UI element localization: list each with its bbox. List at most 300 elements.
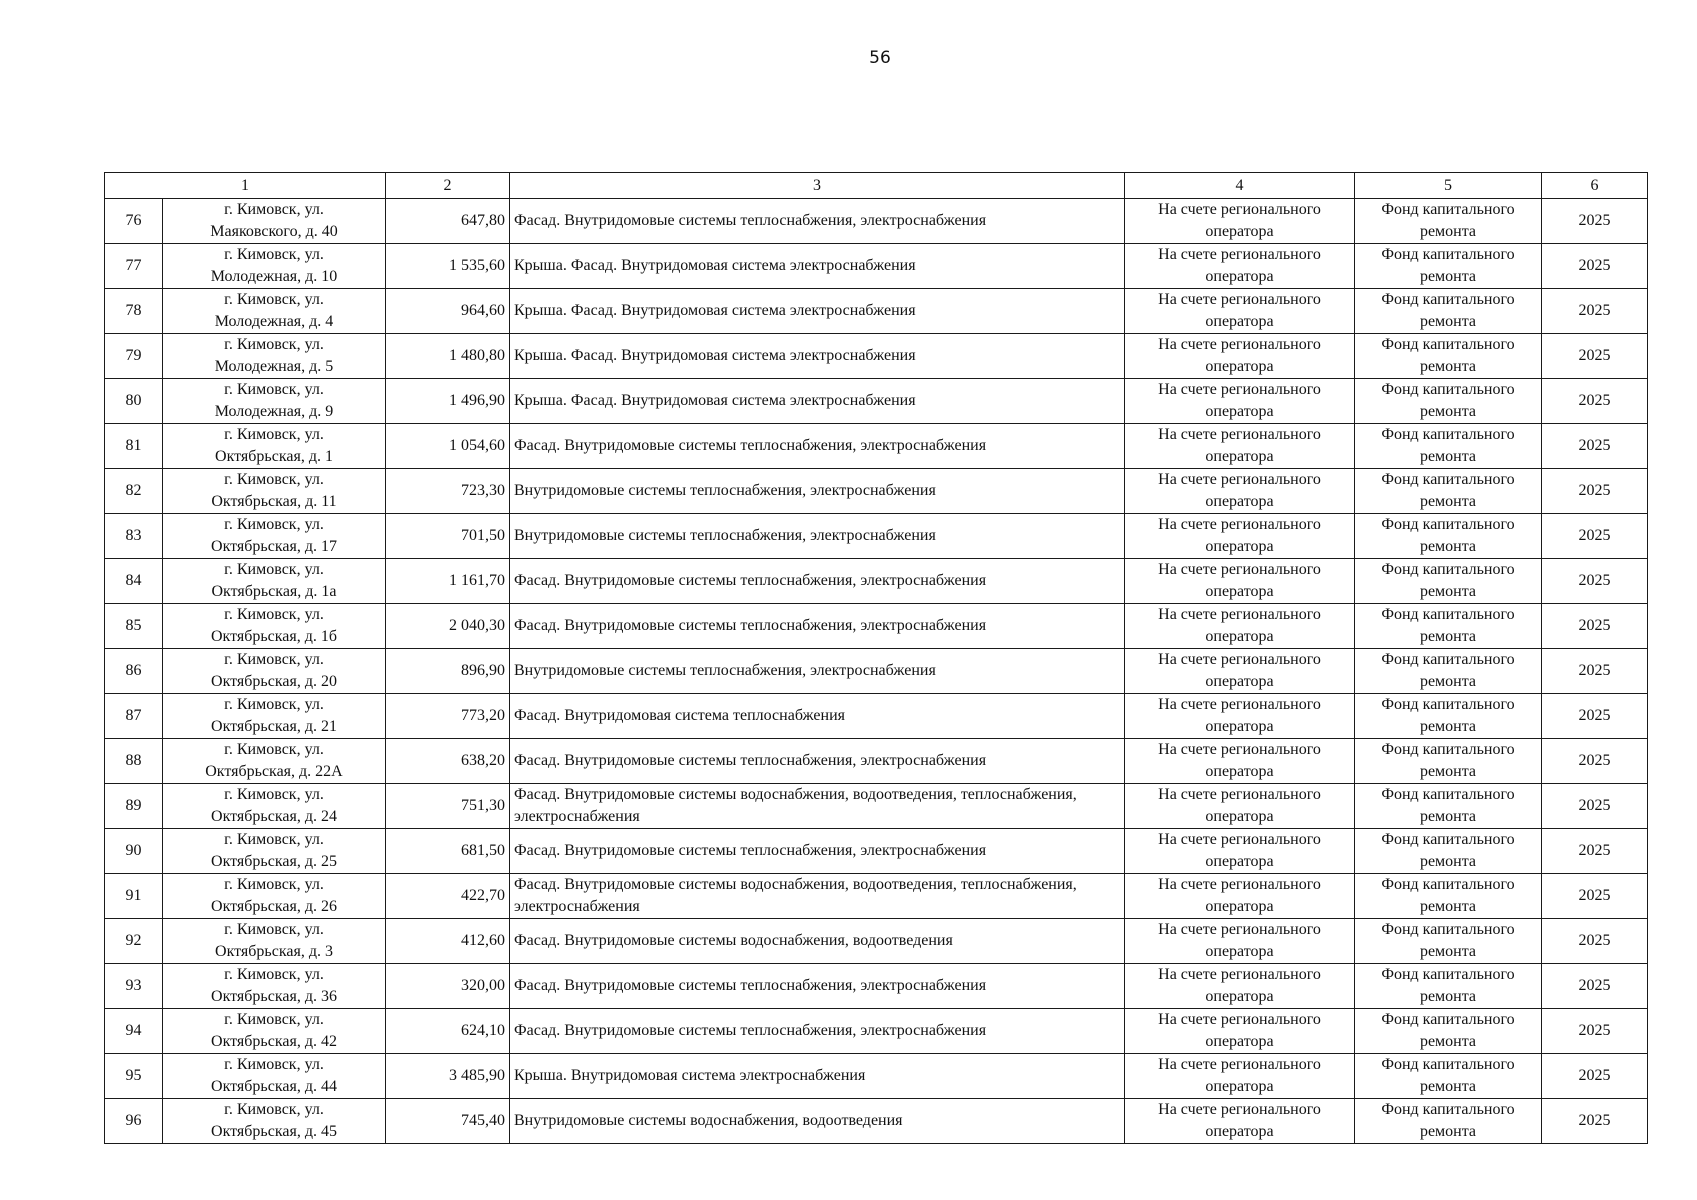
table-row	[105, 244, 1648, 289]
funding-line-1: Фонд капитального	[1381, 516, 1515, 533]
account-line-2: оператора	[1205, 358, 1274, 375]
address-line-city: г. Кимовск, ул.	[224, 1056, 324, 1073]
address-line-city: г. Кимовск, ул.	[224, 561, 324, 578]
address-line-city: г. Кимовск, ул.	[224, 606, 324, 623]
area-cell: 751,30	[386, 784, 510, 829]
work-types-cell: Фасад. Внутридомовые системы теплоснабжения, электроснабжения	[510, 964, 1125, 1009]
table-row	[105, 829, 1648, 874]
address-line-street: Молодежная, д. 9	[214, 403, 334, 420]
funding-line-2: ремонта	[1419, 448, 1477, 465]
area-cell: 3 485,90	[386, 1054, 510, 1099]
row-number-cell: 87	[105, 694, 163, 739]
funding-line-1: Фонд капитального	[1381, 1011, 1515, 1028]
address-cell	[163, 379, 386, 424]
address-cell	[163, 289, 386, 334]
account-line-1: На счете регионального	[1158, 921, 1321, 938]
funding-line-2: ремонта	[1419, 358, 1477, 375]
year-cell: 2025	[1542, 334, 1648, 379]
work-types-cell: Фасад. Внутридомовые системы теплоснабжения, электроснабжения	[510, 559, 1125, 604]
address-line-city: г. Кимовск, ул.	[224, 876, 324, 893]
funding-line-1: Фонд капитального	[1381, 246, 1515, 263]
area-cell: 745,40	[386, 1099, 510, 1144]
account-cell	[1125, 919, 1355, 964]
year-cell: 2025	[1542, 514, 1648, 559]
account-line-1: На счете регионального	[1158, 966, 1321, 983]
row-number-cell: 84	[105, 559, 163, 604]
address-cell	[163, 874, 386, 919]
column-number-header-row	[105, 173, 1648, 199]
row-number-cell: 94	[105, 1009, 163, 1054]
year-cell: 2025	[1542, 784, 1648, 829]
funding-source-cell	[1355, 244, 1542, 289]
address-line-city: г. Кимовск, ул.	[224, 291, 324, 308]
table-row	[105, 694, 1648, 739]
account-line-2: оператора	[1205, 268, 1274, 285]
funding-source-cell	[1355, 514, 1542, 559]
year-cell: 2025	[1542, 289, 1648, 334]
table-row	[105, 379, 1648, 424]
address-line-street: Маяковского, д. 40	[210, 223, 338, 240]
address-line-street: Молодежная, д. 5	[214, 358, 334, 375]
account-line-1: На счете регионального	[1158, 336, 1321, 353]
funding-source-cell	[1355, 739, 1542, 784]
address-line-city: г. Кимовск, ул.	[224, 786, 324, 803]
work-types-cell: Внутридомовые системы теплоснабжения, электроснабжения	[510, 469, 1125, 514]
area-cell: 320,00	[386, 964, 510, 1009]
address-cell	[163, 694, 386, 739]
account-line-2: оператора	[1205, 853, 1274, 870]
address-line-street: Октябрьская, д. 3	[215, 943, 333, 960]
area-cell: 964,60	[386, 289, 510, 334]
header-col-6: 6	[1542, 173, 1648, 199]
row-number-cell: 91	[105, 874, 163, 919]
address-cell	[163, 424, 386, 469]
account-line-2: оператора	[1205, 898, 1274, 915]
row-number-cell: 82	[105, 469, 163, 514]
account-cell	[1125, 334, 1355, 379]
work-types-cell: Внутридомовые системы теплоснабжения, электроснабжения	[510, 649, 1125, 694]
work-types-cell: Крыша. Фасад. Внутридомовая система электроснабжения	[510, 334, 1125, 379]
account-line-2: оператора	[1205, 1123, 1274, 1140]
work-types-cell: Внутридомовые системы теплоснабжения, электроснабжения	[510, 514, 1125, 559]
address-cell	[163, 559, 386, 604]
work-types-cell: Фасад. Внутридомовые системы теплоснабжения, электроснабжения	[510, 1009, 1125, 1054]
address-line-street: Октябрьская, д. 1а	[211, 583, 337, 600]
funding-line-1: Фонд капитального	[1381, 471, 1515, 488]
account-line-2: оператора	[1205, 718, 1274, 735]
address-line-street: Октябрьская, д. 20	[211, 673, 337, 690]
area-cell: 1 480,80	[386, 334, 510, 379]
account-line-1: На счете регионального	[1158, 651, 1321, 668]
row-number-cell: 78	[105, 289, 163, 334]
table-row	[105, 784, 1648, 829]
table-row	[105, 199, 1648, 244]
address-line-street: Октябрьская, д. 11	[211, 493, 337, 510]
account-cell	[1125, 244, 1355, 289]
table-row	[105, 739, 1648, 784]
address-line-city: г. Кимовск, ул.	[224, 1101, 324, 1118]
funding-source-cell	[1355, 874, 1542, 919]
account-line-1: На счете регионального	[1158, 561, 1321, 578]
account-line-2: оператора	[1205, 313, 1274, 330]
table-row	[105, 874, 1648, 919]
funding-line-2: ремонта	[1419, 268, 1477, 285]
area-cell: 1 054,60	[386, 424, 510, 469]
row-number-cell: 83	[105, 514, 163, 559]
account-cell	[1125, 874, 1355, 919]
address-cell	[163, 199, 386, 244]
year-cell: 2025	[1542, 964, 1648, 1009]
table-row	[105, 964, 1648, 1009]
funding-line-2: ремонта	[1419, 943, 1477, 960]
account-line-2: оператора	[1205, 628, 1274, 645]
account-line-1: На счете регионального	[1158, 201, 1321, 218]
area-cell: 773,20	[386, 694, 510, 739]
funding-line-2: ремонта	[1419, 1123, 1477, 1140]
funding-line-2: ремонта	[1419, 223, 1477, 240]
area-cell: 624,10	[386, 1009, 510, 1054]
area-cell: 896,90	[386, 649, 510, 694]
account-cell	[1125, 829, 1355, 874]
work-types-cell: Фасад. Внутридомовые системы водоснабжения, водоотведения	[510, 919, 1125, 964]
account-line-2: оператора	[1205, 673, 1274, 690]
funding-line-2: ремонта	[1419, 988, 1477, 1005]
funding-line-2: ремонта	[1419, 403, 1477, 420]
address-line-city: г. Кимовск, ул.	[224, 741, 324, 758]
account-line-2: оператора	[1205, 988, 1274, 1005]
account-cell	[1125, 289, 1355, 334]
header-col-2: 2	[386, 173, 510, 199]
account-line-2: оператора	[1205, 493, 1274, 510]
work-types-cell: Крыша. Внутридомовая система электроснабжения	[510, 1054, 1125, 1099]
row-number-cell: 79	[105, 334, 163, 379]
account-cell	[1125, 1054, 1355, 1099]
table-row	[105, 334, 1648, 379]
account-line-2: оператора	[1205, 583, 1274, 600]
address-line-city: г. Кимовск, ул.	[224, 336, 324, 353]
address-line-street: Молодежная, д. 10	[210, 268, 338, 285]
header-col-3: 3	[510, 173, 1125, 199]
area-cell: 2 040,30	[386, 604, 510, 649]
account-line-2: оператора	[1205, 1033, 1274, 1050]
address-line-city: г. Кимовск, ул.	[224, 471, 324, 488]
account-cell	[1125, 1099, 1355, 1144]
address-cell	[163, 829, 386, 874]
year-cell: 2025	[1542, 874, 1648, 919]
funding-line-1: Фонд капитального	[1381, 561, 1515, 578]
funding-line-1: Фонд капитального	[1381, 696, 1515, 713]
area-cell: 638,20	[386, 739, 510, 784]
address-cell	[163, 334, 386, 379]
funding-line-1: Фонд капитального	[1381, 606, 1515, 623]
header-col-4: 4	[1125, 173, 1355, 199]
address-cell	[163, 919, 386, 964]
address-line-street: Октябрьская, д. 22А	[205, 763, 343, 780]
address-line-street: Октябрьская, д. 1	[215, 448, 333, 465]
year-cell: 2025	[1542, 559, 1648, 604]
header-col-1: 1	[105, 173, 386, 199]
year-cell: 2025	[1542, 469, 1648, 514]
year-cell: 2025	[1542, 829, 1648, 874]
work-types-cell: Внутридомовые системы водоснабжения, водоотведения	[510, 1099, 1125, 1144]
table-row	[105, 1009, 1648, 1054]
header-col-5: 5	[1355, 173, 1542, 199]
row-number-cell: 81	[105, 424, 163, 469]
address-line-city: г. Кимовск, ул.	[224, 831, 324, 848]
area-cell: 701,50	[386, 514, 510, 559]
year-cell: 2025	[1542, 919, 1648, 964]
funding-source-cell	[1355, 289, 1542, 334]
account-cell	[1125, 964, 1355, 1009]
funding-line-1: Фонд капитального	[1381, 381, 1515, 398]
area-cell: 412,60	[386, 919, 510, 964]
funding-source-cell	[1355, 469, 1542, 514]
row-number-cell: 80	[105, 379, 163, 424]
address-cell	[163, 1099, 386, 1144]
area-cell: 1 535,60	[386, 244, 510, 289]
capital-repair-table	[104, 172, 1648, 1144]
row-number-cell: 76	[105, 199, 163, 244]
account-line-1: На счете регионального	[1158, 291, 1321, 308]
address-cell	[163, 604, 386, 649]
area-cell: 647,80	[386, 199, 510, 244]
account-line-1: На счете регионального	[1158, 471, 1321, 488]
address-line-city: г. Кимовск, ул.	[224, 426, 324, 443]
table-row	[105, 559, 1648, 604]
account-cell	[1125, 649, 1355, 694]
account-line-2: оператора	[1205, 808, 1274, 825]
funding-source-cell	[1355, 334, 1542, 379]
work-types-cell: Фасад. Внутридомовые системы теплоснабжения, электроснабжения	[510, 199, 1125, 244]
work-types-cell: Фасад. Внутридомовые системы водоснабжения, водоотведения, теплоснабжения, электроснабжения	[510, 874, 1125, 919]
table-row	[105, 424, 1648, 469]
account-line-1: На счете регионального	[1158, 831, 1321, 848]
account-line-1: На счете регионального	[1158, 786, 1321, 803]
address-line-street: Октябрьская, д. 1б	[210, 628, 338, 645]
account-cell	[1125, 1009, 1355, 1054]
funding-line-2: ремонта	[1419, 1033, 1477, 1050]
funding-line-2: ремонта	[1419, 763, 1477, 780]
funding-source-cell	[1355, 829, 1542, 874]
funding-line-2: ремонта	[1419, 673, 1477, 690]
table-row	[105, 919, 1648, 964]
row-number-cell: 77	[105, 244, 163, 289]
funding-source-cell	[1355, 1009, 1542, 1054]
table-row	[105, 469, 1648, 514]
account-cell	[1125, 424, 1355, 469]
address-line-city: г. Кимовск, ул.	[224, 1011, 324, 1028]
row-number-cell: 96	[105, 1099, 163, 1144]
row-number-cell: 86	[105, 649, 163, 694]
address-cell	[163, 244, 386, 289]
address-cell	[163, 964, 386, 1009]
table-row	[105, 1054, 1648, 1099]
year-cell: 2025	[1542, 424, 1648, 469]
funding-source-cell	[1355, 1054, 1542, 1099]
funding-line-1: Фонд капитального	[1381, 291, 1515, 308]
work-types-cell: Фасад. Внутридомовые системы теплоснабжения, электроснабжения	[510, 604, 1125, 649]
account-cell	[1125, 604, 1355, 649]
address-line-street: Октябрьская, д. 26	[211, 898, 337, 915]
table-row	[105, 604, 1648, 649]
funding-line-1: Фонд капитального	[1381, 201, 1515, 218]
address-cell	[163, 514, 386, 559]
address-line-street: Октябрьская, д. 24	[211, 808, 337, 825]
address-cell	[163, 784, 386, 829]
account-line-1: На счете регионального	[1158, 1056, 1321, 1073]
account-line-1: На счете регионального	[1158, 1011, 1321, 1028]
account-line-2: оператора	[1205, 448, 1274, 465]
year-cell: 2025	[1542, 199, 1648, 244]
address-cell	[163, 1009, 386, 1054]
account-cell	[1125, 514, 1355, 559]
account-line-2: оператора	[1205, 763, 1274, 780]
year-cell: 2025	[1542, 1099, 1648, 1144]
funding-line-2: ремонта	[1419, 718, 1477, 735]
year-cell: 2025	[1542, 244, 1648, 289]
account-cell	[1125, 694, 1355, 739]
row-number-cell: 88	[105, 739, 163, 784]
year-cell: 2025	[1542, 739, 1648, 784]
page-number: 56	[869, 48, 891, 68]
area-cell: 422,70	[386, 874, 510, 919]
address-cell	[163, 469, 386, 514]
table-row	[105, 514, 1648, 559]
area-cell: 681,50	[386, 829, 510, 874]
area-cell: 723,30	[386, 469, 510, 514]
funding-line-1: Фонд капитального	[1381, 831, 1515, 848]
funding-source-cell	[1355, 1099, 1542, 1144]
year-cell: 2025	[1542, 1054, 1648, 1099]
work-types-cell: Крыша. Фасад. Внутридомовая система электроснабжения	[510, 289, 1125, 334]
year-cell: 2025	[1542, 649, 1648, 694]
account-cell	[1125, 784, 1355, 829]
table-row	[105, 649, 1648, 694]
area-cell: 1 496,90	[386, 379, 510, 424]
year-cell: 2025	[1542, 694, 1648, 739]
account-line-1: На счете регионального	[1158, 876, 1321, 893]
row-number-cell: 90	[105, 829, 163, 874]
work-types-cell: Крыша. Фасад. Внутридомовая система электроснабжения	[510, 379, 1125, 424]
funding-line-1: Фонд капитального	[1381, 1056, 1515, 1073]
work-types-cell: Крыша. Фасад. Внутридомовая система электроснабжения	[510, 244, 1125, 289]
address-cell	[163, 1054, 386, 1099]
address-line-street: Октябрьская, д. 36	[211, 988, 337, 1005]
account-line-1: На счете регионального	[1158, 696, 1321, 713]
account-cell	[1125, 559, 1355, 604]
account-cell	[1125, 469, 1355, 514]
account-line-1: На счете регионального	[1158, 381, 1321, 398]
funding-line-1: Фонд капитального	[1381, 1101, 1515, 1118]
row-number-cell: 92	[105, 919, 163, 964]
address-line-city: г. Кимовск, ул.	[224, 516, 324, 533]
funding-line-2: ремонта	[1419, 853, 1477, 870]
funding-source-cell	[1355, 379, 1542, 424]
year-cell: 2025	[1542, 379, 1648, 424]
address-line-city: г. Кимовск, ул.	[224, 921, 324, 938]
year-cell: 2025	[1542, 1009, 1648, 1054]
funding-line-1: Фонд капитального	[1381, 921, 1515, 938]
account-line-1: На счете регионального	[1158, 741, 1321, 758]
row-number-cell: 93	[105, 964, 163, 1009]
work-types-cell: Фасад. Внутридомовые системы теплоснабжения, электроснабжения	[510, 829, 1125, 874]
funding-line-2: ремонта	[1419, 628, 1477, 645]
work-types-cell: Фасад. Внутридомовые системы теплоснабжения, электроснабжения	[510, 739, 1125, 784]
funding-line-1: Фонд капитального	[1381, 336, 1515, 353]
funding-source-cell	[1355, 424, 1542, 469]
account-line-2: оператора	[1205, 943, 1274, 960]
funding-line-1: Фонд капитального	[1381, 426, 1515, 443]
address-line-city: г. Кимовск, ул.	[224, 966, 324, 983]
funding-source-cell	[1355, 199, 1542, 244]
funding-line-1: Фонд капитального	[1381, 651, 1515, 668]
funding-line-1: Фонд капитального	[1381, 966, 1515, 983]
address-line-street: Октябрьская, д. 17	[211, 538, 337, 555]
area-cell: 1 161,70	[386, 559, 510, 604]
account-line-1: На счете регионального	[1158, 516, 1321, 533]
address-line-street: Октябрьская, д. 45	[211, 1123, 337, 1140]
address-line-street: Октябрьская, д. 21	[211, 718, 337, 735]
address-cell	[163, 649, 386, 694]
account-line-2: оператора	[1205, 403, 1274, 420]
address-line-city: г. Кимовск, ул.	[224, 381, 324, 398]
funding-source-cell	[1355, 919, 1542, 964]
work-types-cell: Фасад. Внутридомовая система теплоснабжения	[510, 694, 1125, 739]
account-cell	[1125, 199, 1355, 244]
funding-source-cell	[1355, 649, 1542, 694]
address-line-city: г. Кимовск, ул.	[224, 201, 324, 218]
row-number-cell: 89	[105, 784, 163, 829]
row-number-cell: 95	[105, 1054, 163, 1099]
account-line-1: На счете регионального	[1158, 606, 1321, 623]
funding-line-2: ремонта	[1419, 808, 1477, 825]
account-line-2: оператора	[1205, 538, 1274, 555]
row-number-cell: 85	[105, 604, 163, 649]
account-line-1: На счете регионального	[1158, 246, 1321, 263]
funding-source-cell	[1355, 604, 1542, 649]
account-line-1: На счете регионального	[1158, 426, 1321, 443]
year-cell: 2025	[1542, 604, 1648, 649]
account-line-2: оператора	[1205, 223, 1274, 240]
address-line-street: Молодежная, д. 4	[214, 313, 334, 330]
address-line-street: Октябрьская, д. 25	[211, 853, 337, 870]
address-line-street: Октябрьская, д. 44	[211, 1078, 337, 1095]
funding-line-2: ремонта	[1419, 538, 1477, 555]
address-cell	[163, 739, 386, 784]
work-types-cell: Фасад. Внутридомовые системы теплоснабжения, электроснабжения	[510, 424, 1125, 469]
address-line-city: г. Кимовск, ул.	[224, 651, 324, 668]
funding-source-cell	[1355, 964, 1542, 1009]
funding-line-1: Фонд капитального	[1381, 741, 1515, 758]
address-line-city: г. Кимовск, ул.	[224, 246, 324, 263]
funding-line-2: ремонта	[1419, 1078, 1477, 1095]
funding-line-2: ремонта	[1419, 583, 1477, 600]
funding-line-1: Фонд капитального	[1381, 786, 1515, 803]
funding-line-2: ремонта	[1419, 898, 1477, 915]
funding-line-2: ремонта	[1419, 493, 1477, 510]
funding-line-2: ремонта	[1419, 313, 1477, 330]
account-line-1: На счете регионального	[1158, 1101, 1321, 1118]
account-cell	[1125, 739, 1355, 784]
table-row	[105, 289, 1648, 334]
address-line-street: Октябрьская, д. 42	[211, 1033, 337, 1050]
address-line-city: г. Кимовск, ул.	[224, 696, 324, 713]
table-row	[105, 1099, 1648, 1144]
funding-source-cell	[1355, 559, 1542, 604]
funding-source-cell	[1355, 694, 1542, 739]
work-types-cell: Фасад. Внутридомовые системы водоснабжения, водоотведения, теплоснабжения, электроснабжения	[510, 784, 1125, 829]
funding-source-cell	[1355, 784, 1542, 829]
